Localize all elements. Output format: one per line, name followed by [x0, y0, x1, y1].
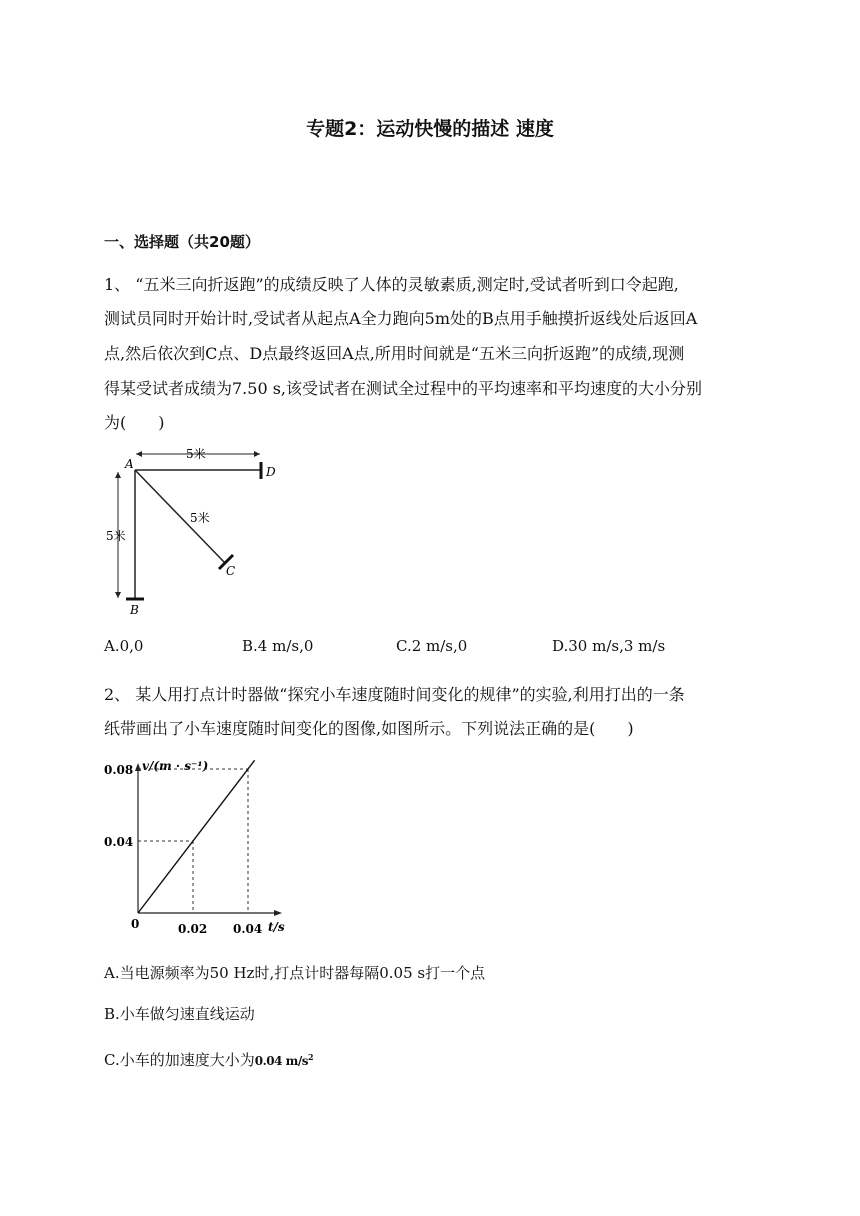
x-axis-label: t/s — [268, 920, 285, 934]
x-tick-label-0: 0.02 — [178, 922, 208, 936]
q2-option-b[interactable]: B.小车做匀速直线运动 — [104, 1005, 255, 1023]
q1-line-4: 得某受试者成绩为7.50 s,该受试者在测试全过程中的平均速率和平均速度的大小分别 — [104, 379, 703, 398]
y-axis-arrow — [135, 763, 141, 771]
x-axis-arrow — [274, 910, 282, 916]
q1-line-2: 测试员同时开始计时,受试者从起点A全力跑向5m处的B点用手触摸折返线处后返回A — [104, 309, 698, 328]
point-c-label: C — [226, 564, 236, 578]
diagonal-distance-label: 5米 — [190, 511, 210, 525]
page-title: 专题2：运动快慢的描述 速度 — [306, 118, 554, 140]
point-a-label: A — [125, 457, 134, 471]
q1-line-1: 1、 “五米三向折返跑”的成绩反映了人体的灵敏素质,测定时,受试者听到口令起跑, — [104, 275, 679, 294]
q1-option-b[interactable]: B.4 m/s,0 — [242, 637, 314, 655]
data-series-line — [138, 760, 255, 913]
q2-line-2: 纸带画出了小车速度随时间变化的图像,如图所示。下列说法正确的是( ) — [104, 719, 634, 738]
q2-option-c[interactable] — [104, 1049, 313, 1070]
y-axis-label: v/(m · s⁻¹) — [142, 759, 209, 773]
top-distance-label: 5米 — [186, 447, 206, 461]
origin-label: 0 — [131, 917, 140, 931]
point-b-label: B — [130, 603, 139, 617]
x-tick-label-1: 0.04 — [233, 922, 263, 936]
q2-line-1: 2、 某人用打点计时器做“探究小车速度随时间变化的规律”的实验,利用打出的一条 — [104, 685, 685, 704]
q2-option-c-text: C.小车的加速度大小为 — [104, 1051, 255, 1069]
left-distance-label: 5米 — [106, 529, 126, 543]
y-tick-label-1: 0.08 — [104, 763, 134, 777]
y-tick-label-0: 0.04 — [104, 835, 134, 849]
velocity-time-chart — [100, 755, 300, 940]
q1-option-d[interactable]: D.30 m/s,3 m/s — [552, 637, 666, 655]
q1-option-c[interactable]: C.2 m/s,0 — [396, 637, 468, 655]
point-d-label: D — [266, 465, 276, 479]
q1-option-a[interactable]: A.0,0 — [104, 637, 144, 655]
shuttle-run-diagram — [100, 440, 280, 620]
q1-line-3: 点,然后依次到C点、D点最终返回A点,所用时间就是“五米三向折返跑”的成绩,现测 — [104, 344, 685, 363]
section-heading: 一、选择题（共20题） — [104, 233, 260, 251]
q1-line-5: 为( ) — [104, 413, 165, 432]
q2-option-a[interactable]: A.当电源频率为50 Hz时,打点计时器每隔0.05 s打一个点 — [104, 964, 486, 982]
q2-option-c-value: 0.04 $m/s^2$ — [254, 1052, 314, 1068]
